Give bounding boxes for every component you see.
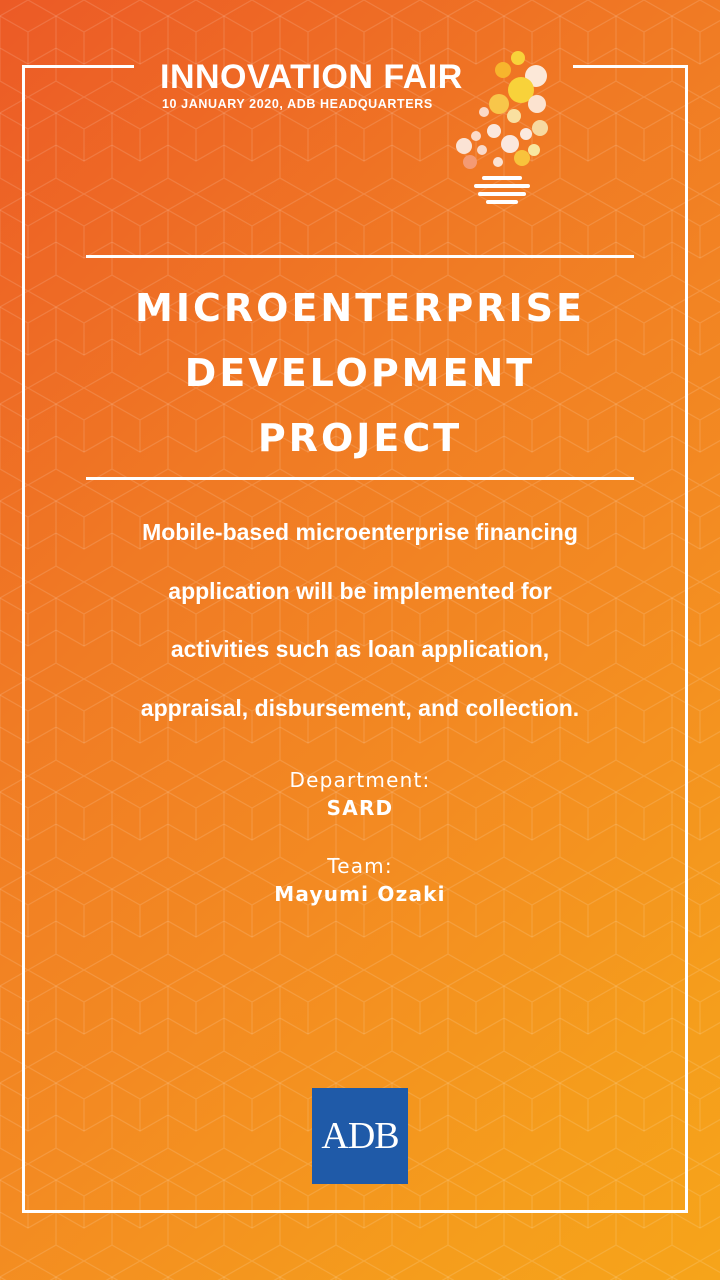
team-value: Mayumi Ozaki xyxy=(274,882,446,906)
description-line: Mobile-based microenterprise financing xyxy=(142,519,578,545)
project-title-line: PROJECT xyxy=(257,416,463,460)
event-title: INNOVATION FAIR xyxy=(160,58,463,96)
adb-logo-text: ADB xyxy=(321,1115,399,1157)
project-title-line: MICROENTERPRISE xyxy=(135,286,585,330)
lightbulb-dots-icon xyxy=(448,46,558,212)
frame-right xyxy=(685,65,688,1213)
project-description xyxy=(70,503,650,737)
project-title xyxy=(86,276,634,471)
department-label: Department: xyxy=(289,768,431,792)
description-line: activities such as loan application, xyxy=(170,636,550,662)
department-value: SARD xyxy=(326,796,394,820)
project-title-line: DEVELOPMENT xyxy=(184,351,536,395)
frame-top-left xyxy=(22,65,134,68)
team-label: Team: xyxy=(327,854,393,878)
title-divider-bottom xyxy=(86,477,634,480)
description-line: appraisal, disbursement, and collection. xyxy=(140,694,580,721)
frame-bottom xyxy=(22,1210,688,1213)
title-divider-top xyxy=(86,255,634,258)
frame-left xyxy=(22,65,25,1213)
description-line: application will be implemented for xyxy=(168,577,552,604)
frame-top-right xyxy=(573,65,688,68)
event-subtitle: 10 JANUARY 2020, ADB HEADQUARTERS xyxy=(162,97,433,111)
adb-logo xyxy=(312,1088,408,1184)
